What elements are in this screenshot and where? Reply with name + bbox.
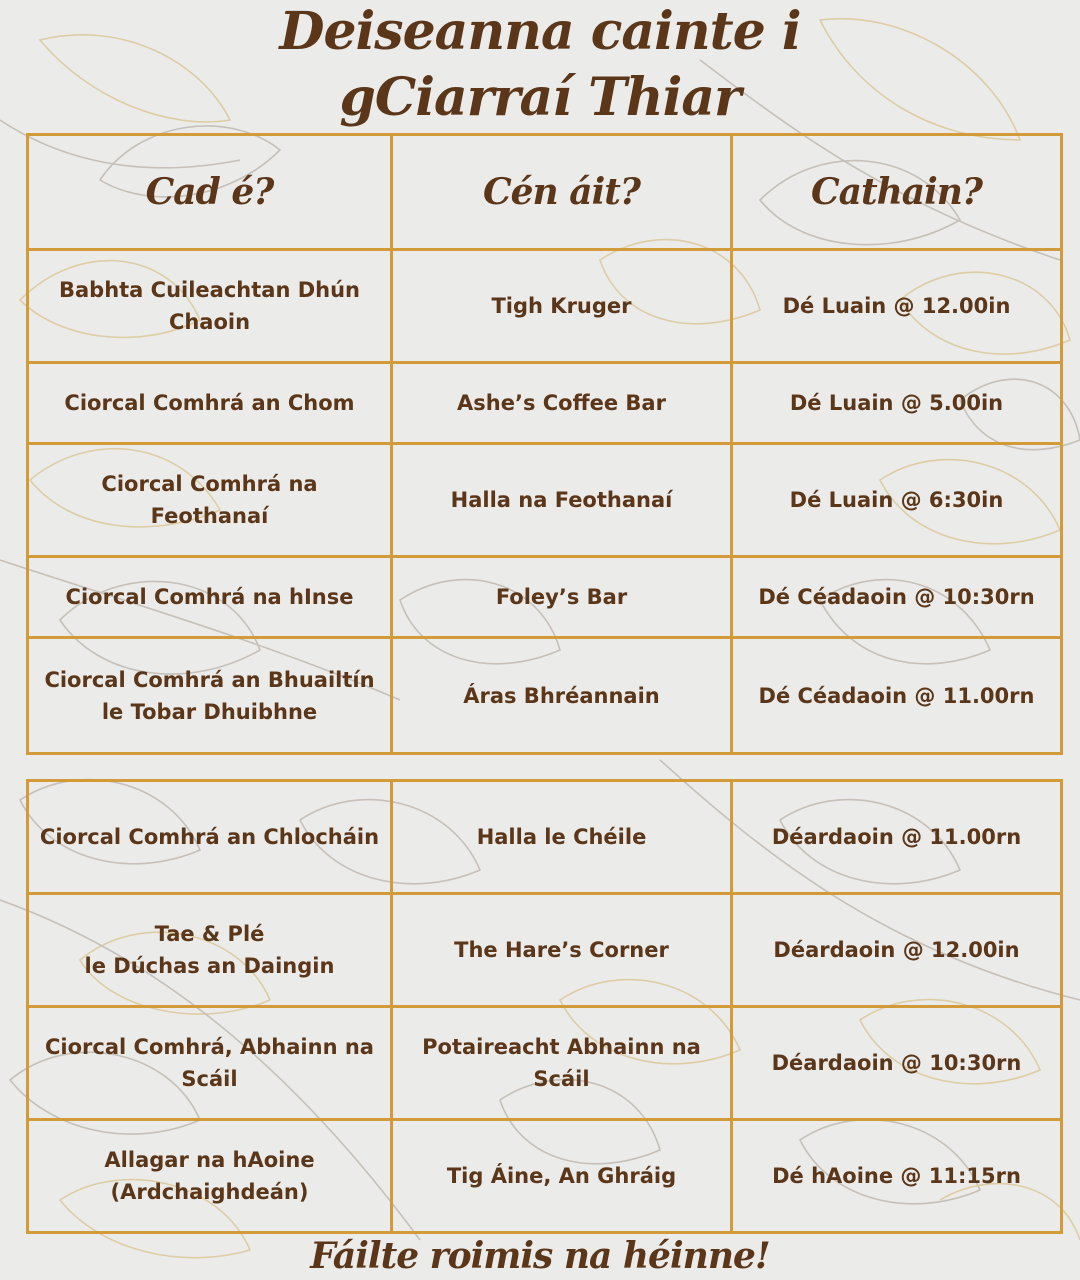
page-title-line-1: Deiseanna cainte i bbox=[279, 1, 801, 62]
event-name bbox=[28, 1120, 392, 1233]
event-venue bbox=[392, 557, 732, 638]
event-venue-text: Halla na Feothanaí bbox=[450, 488, 673, 512]
table-row bbox=[28, 894, 1062, 1007]
event-venue-text: Tigh Kruger bbox=[491, 294, 632, 318]
event-name bbox=[28, 894, 392, 1007]
event-time bbox=[732, 638, 1062, 754]
welcome-footer: Fáilte roimis na héinne! bbox=[310, 1235, 770, 1277]
event-venue-text: Ashe’s Coffee Bar bbox=[457, 391, 666, 415]
event-venue-text: Áras Bhréannain bbox=[463, 683, 660, 708]
event-time bbox=[732, 781, 1062, 894]
event-venue bbox=[392, 250, 732, 363]
event-venue bbox=[392, 1120, 732, 1233]
event-time-text: Déardaoin @ 10:30rn bbox=[771, 1051, 1022, 1075]
schedule-table-top bbox=[26, 133, 1063, 755]
event-time-text: Déardaoin @ 12.00in bbox=[773, 938, 1020, 962]
event-venue bbox=[392, 1007, 732, 1120]
event-venue bbox=[392, 638, 732, 754]
event-time bbox=[732, 444, 1062, 557]
event-venue-text: Halla le Chéile bbox=[476, 825, 647, 849]
table-row bbox=[28, 557, 1062, 638]
event-time-text: Dé Luain @ 12.00in bbox=[782, 294, 1011, 318]
event-name bbox=[28, 557, 392, 638]
event-venue-text: Foley’s Bar bbox=[495, 585, 628, 609]
event-time bbox=[732, 363, 1062, 444]
event-name bbox=[28, 250, 392, 363]
event-time-text: Dé Luain @ 5.00in bbox=[789, 391, 1004, 415]
event-name-text: Ciorcal Comhrá an Bhuailtín le Tobar Dhuibhne bbox=[44, 667, 375, 724]
event-time bbox=[732, 894, 1062, 1007]
page-title-line-2: gCiarraí Thiar bbox=[339, 67, 741, 128]
event-time bbox=[732, 250, 1062, 363]
event-name bbox=[28, 363, 392, 444]
header-row bbox=[28, 135, 1062, 250]
table-row bbox=[28, 363, 1062, 444]
event-name-text: Ciorcal Comhrá an Chlocháin bbox=[39, 825, 380, 849]
event-venue-text: Tig Áine, An Ghráig bbox=[446, 1164, 677, 1188]
event-venue-text: The Hare’s Corner bbox=[454, 938, 669, 962]
event-name-text: Ciorcal Comhrá na hInse bbox=[65, 585, 354, 609]
event-name-text: Ciorcal Comhrá an Chom bbox=[64, 391, 355, 415]
table-row bbox=[28, 1120, 1062, 1233]
event-time-text: Déardaoin @ 11.00rn bbox=[771, 825, 1022, 849]
event-name bbox=[28, 444, 392, 557]
table-row bbox=[28, 444, 1062, 557]
event-venue bbox=[392, 781, 732, 894]
table-row bbox=[28, 250, 1062, 363]
event-name bbox=[28, 1007, 392, 1120]
event-name-text: Babhta Cuileachtan Dhún Chaoin bbox=[58, 278, 360, 334]
event-time-text: Dé Céadaoin @ 11.00rn bbox=[758, 683, 1035, 708]
event-venue bbox=[392, 444, 732, 557]
event-name-text: Ciorcal Comhrá na Feothanaí bbox=[101, 472, 318, 528]
event-time bbox=[732, 557, 1062, 638]
header-where: Cén áit? bbox=[392, 135, 732, 250]
event-time-text: Dé Céadaoin @ 10:30rn bbox=[758, 585, 1035, 609]
event-name-text: Ciorcal Comhrá, Abhainn na Scáil bbox=[45, 1035, 374, 1091]
event-venue-text: Potaireacht Abhainn na Scáil bbox=[422, 1035, 701, 1091]
event-time bbox=[732, 1007, 1062, 1120]
event-time-text: Dé Luain @ 6:30in bbox=[789, 488, 1004, 512]
table-row bbox=[28, 638, 1062, 754]
event-time bbox=[732, 1120, 1062, 1233]
event-name-text: Allagar na hAoine (Ardchaighdeán) bbox=[104, 1148, 315, 1204]
event-venue bbox=[392, 894, 732, 1007]
event-name bbox=[28, 638, 392, 754]
event-name-text: Tae & Plé le Dúchas an Daingin bbox=[84, 922, 335, 978]
header-when: Cathain? bbox=[732, 135, 1062, 250]
table-row bbox=[28, 1007, 1062, 1120]
header-what: Cad é? bbox=[28, 135, 392, 250]
event-name bbox=[28, 781, 392, 894]
event-time-text: Dé hAoine @ 11:15rn bbox=[772, 1164, 1021, 1188]
event-venue bbox=[392, 363, 732, 444]
table-row bbox=[28, 781, 1062, 894]
schedule-table-bottom bbox=[26, 779, 1063, 1234]
